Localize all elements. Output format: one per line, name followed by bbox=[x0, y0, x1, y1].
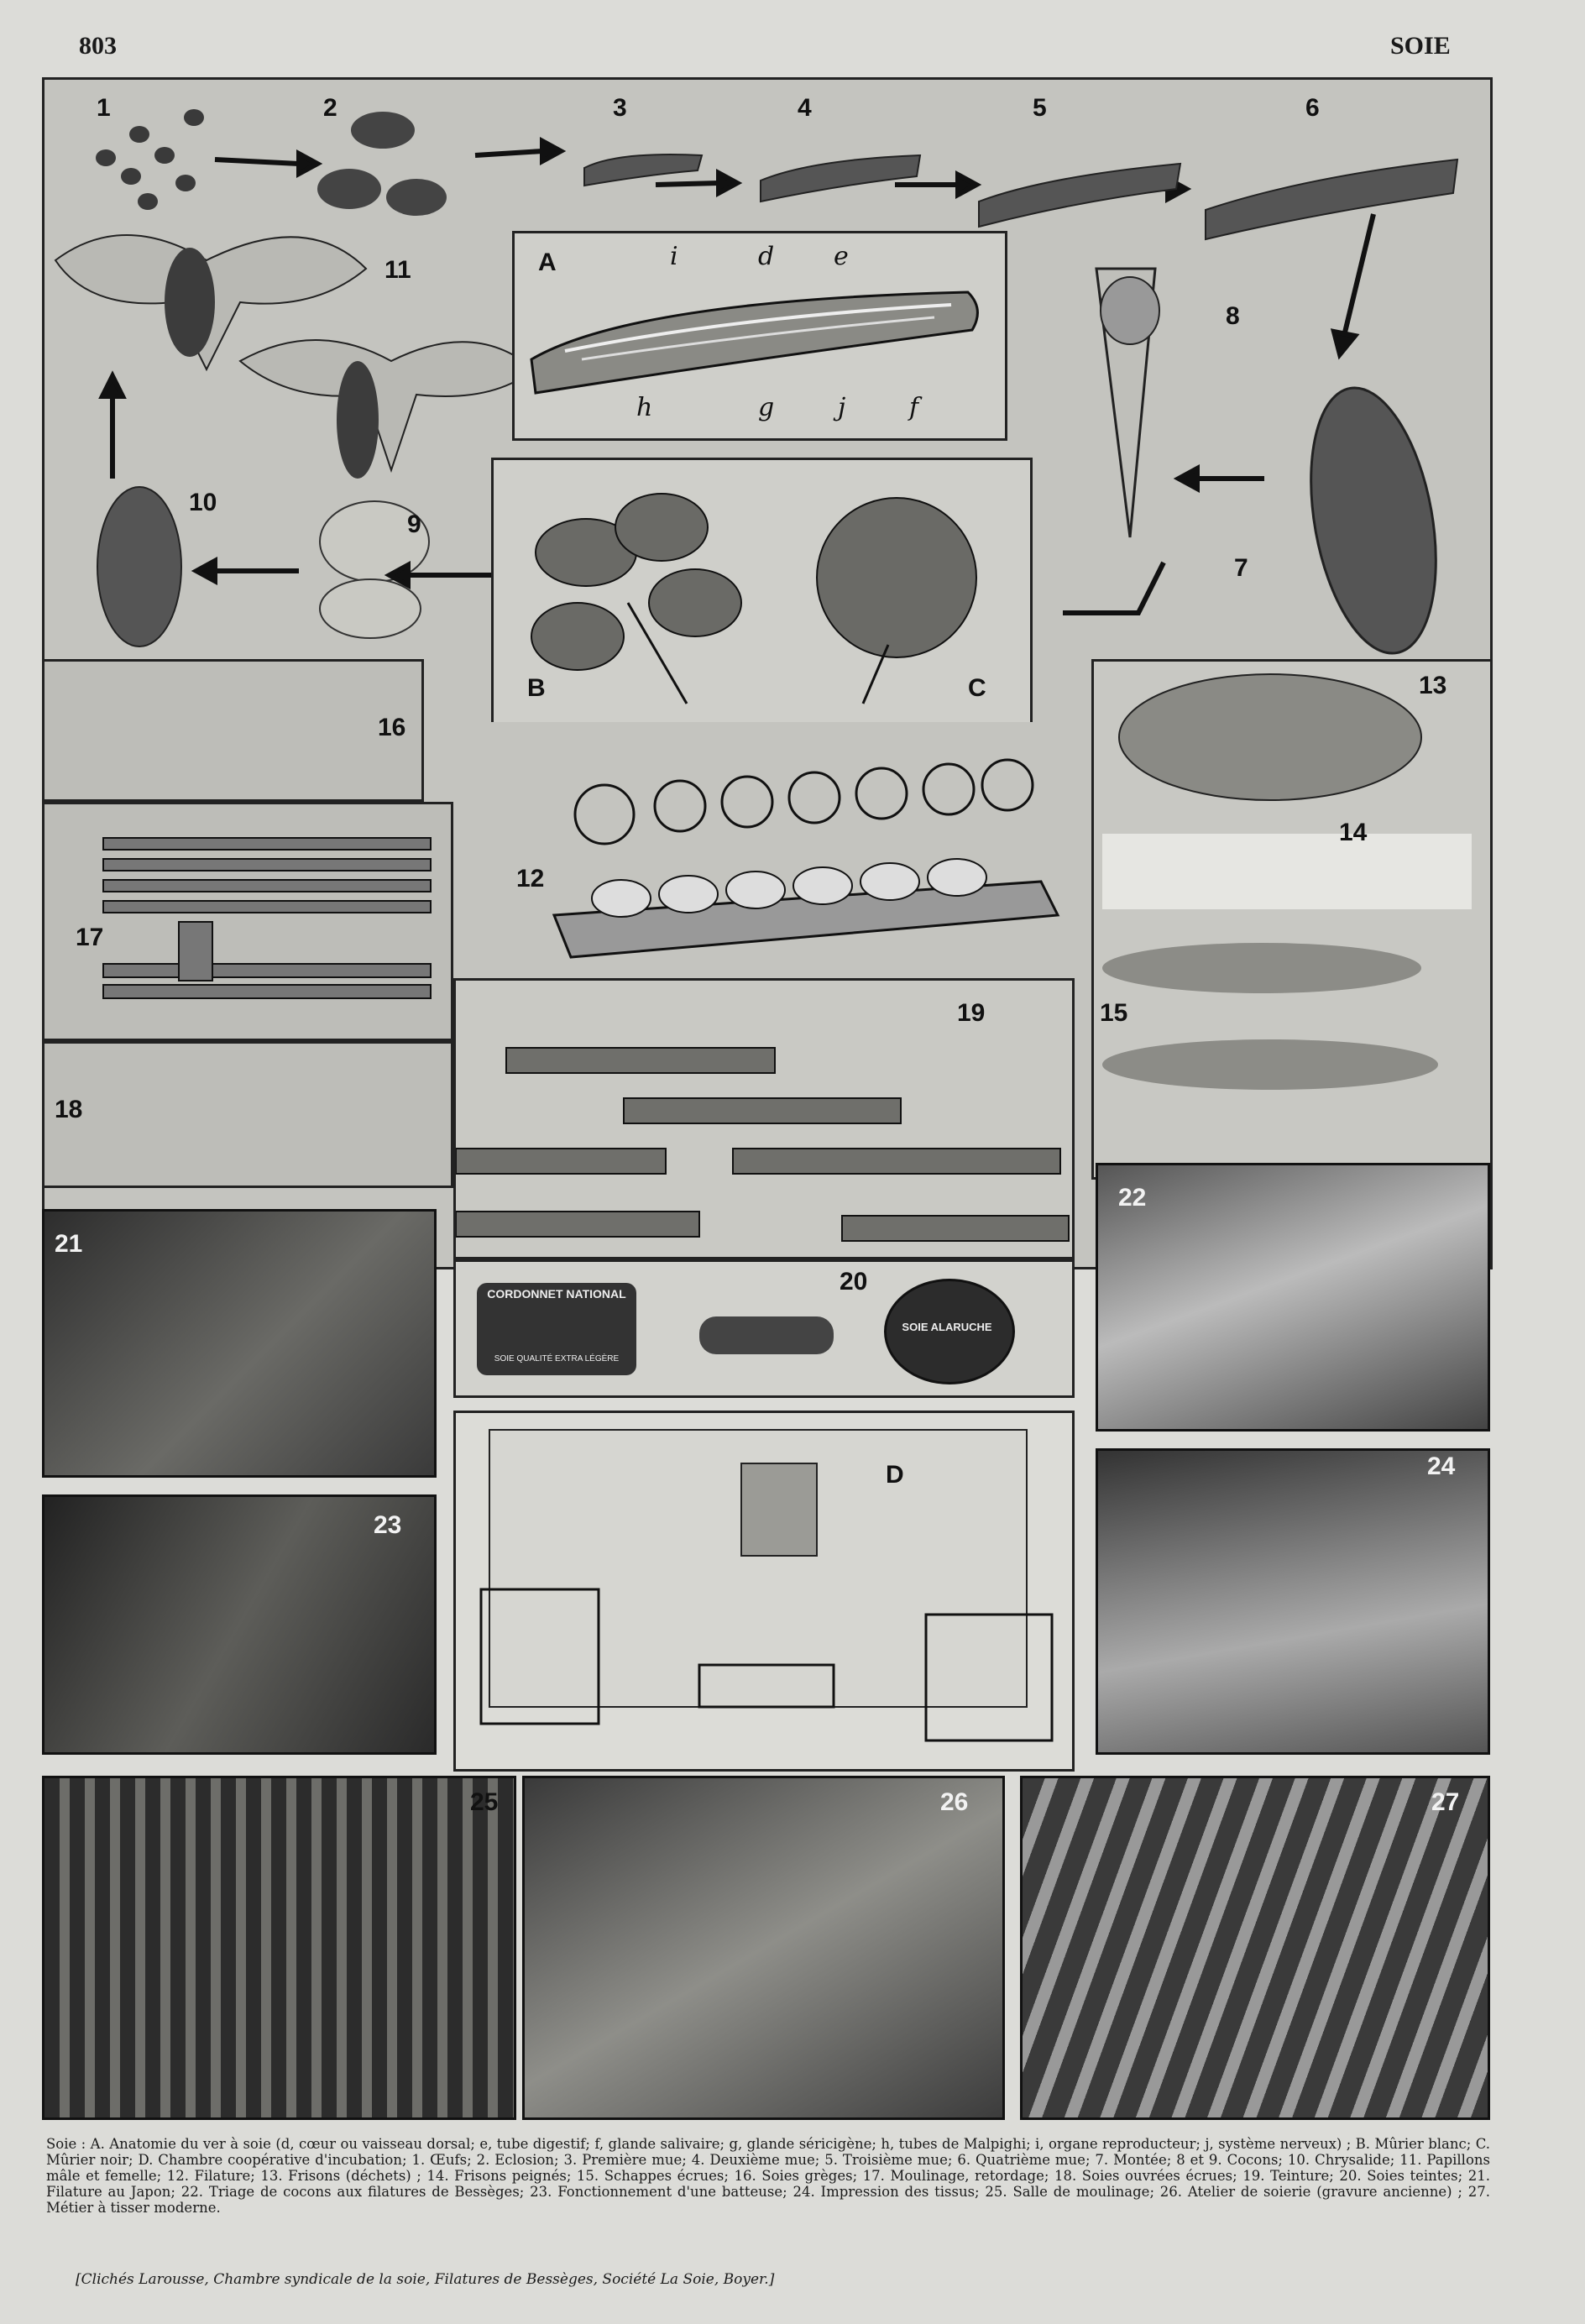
dyed-silk-panel bbox=[453, 1259, 1075, 1398]
label-11: 11 bbox=[384, 256, 411, 284]
page-number: 803 bbox=[79, 32, 117, 60]
incubation-chamber-panel bbox=[453, 1411, 1075, 1772]
throwing-machine-drawing bbox=[44, 804, 451, 1039]
reeling-machine-drawing bbox=[453, 722, 1083, 978]
label-12: 12 bbox=[516, 865, 545, 892]
waste-silk-drawing bbox=[1094, 662, 1490, 1177]
label-17: 17 bbox=[76, 924, 104, 951]
label-23: 23 bbox=[374, 1511, 402, 1539]
thrown-silk-panel bbox=[42, 1041, 453, 1188]
label-22: 22 bbox=[1118, 1184, 1147, 1212]
engraving-silk-workshop bbox=[522, 1776, 1005, 2120]
label-8: 8 bbox=[1226, 302, 1240, 330]
silk-reel bbox=[699, 1316, 834, 1354]
label-15: 15 bbox=[1100, 999, 1128, 1027]
label-2: 2 bbox=[323, 94, 337, 122]
label-3: 3 bbox=[613, 94, 627, 122]
throwing-panel bbox=[42, 802, 453, 1041]
label-21: 21 bbox=[55, 1230, 83, 1258]
waste-silk-panel bbox=[1091, 659, 1493, 1180]
anatomy-label-j: j bbox=[838, 393, 846, 422]
photo-modern-loom bbox=[1020, 1776, 1490, 2120]
panel-label-D: D bbox=[886, 1461, 904, 1489]
incubation-room-drawing bbox=[456, 1413, 1072, 1769]
label-1: 1 bbox=[97, 94, 111, 122]
label-26: 26 bbox=[940, 1788, 969, 1816]
label-5: 5 bbox=[1033, 94, 1047, 122]
label-24: 24 bbox=[1427, 1452, 1456, 1480]
label-27: 27 bbox=[1431, 1788, 1460, 1816]
anatomy-panel bbox=[512, 231, 1007, 441]
mulberry-leaves-drawing bbox=[494, 460, 1030, 728]
label-19: 19 bbox=[957, 999, 986, 1027]
plate-caption: Soie : A. Anatomie du ver à soie (d, cœur ou vaisseau dorsal; e, tube digestif; f, glande salivaire; g, glande séricigène; h, tubes de Malpighi; i, organe reproducteur; j, système nerveux) ; B. Mûrier blanc; C. Mûrier noir; D. Chambre coopérative d'incubation; 1. Œufs; 2. Eclosion; 3. Première mue; 4. Deuxième mue; 5. Troisième mue; 6. Quatrième mue; 7. Montée; 8 et 9. Cocons; 10. Chrysalide; 11. Papillons mâle et femelle; 12. Filature; 13. Frisons (déchets) ; 14. Frisons peignés; 15. Schappes écrues; 16. Soies grèges; 17. Moulinage, retordage; 18. Soies ouvrées écrues; 19. Teinture; 20. Soies teintes; 21. Filature au Japon; 22. Triage de cocons aux filatures de Bessèges; 23. Fonctionnement d'une batteuse; 24. Impression des tissus; 25. Salle de moulinage; 26. Atelier de soierie (gravure ancienne) ; 27. Métier à tisser moderne. bbox=[46, 2136, 1490, 2216]
photo-credits: [Clichés Larousse, Chambre syndicale de la soie, Filatures de Bessèges, Société La Soie, Boyer.] bbox=[76, 2271, 775, 2288]
label-20: 20 bbox=[840, 1268, 868, 1295]
panel-label-A: A bbox=[538, 249, 557, 276]
anatomy-label-e: e bbox=[834, 242, 849, 271]
panel-label-B: B bbox=[527, 674, 546, 702]
mulberry-panel bbox=[491, 458, 1033, 730]
alaruche-label: SOIE ALARUCHE bbox=[902, 1321, 992, 1333]
photo-cocoon-sorting bbox=[1096, 1163, 1490, 1432]
photo-throwing-room bbox=[42, 1776, 516, 2120]
cordonnet-label: CORDONNET NATIONAL bbox=[487, 1287, 626, 1301]
reeling-panel bbox=[453, 722, 1083, 978]
label-9: 9 bbox=[407, 510, 421, 538]
photo-fabric-printing bbox=[1096, 1448, 1490, 1755]
panel-label-C: C bbox=[968, 674, 986, 702]
label-14: 14 bbox=[1339, 819, 1368, 846]
label-16: 16 bbox=[378, 714, 406, 741]
anatomy-label-i: i bbox=[670, 242, 678, 271]
cordonnet-sublabel: SOIE QUALITÉ EXTRA LÉGÈRE bbox=[494, 1354, 620, 1364]
anatomy-label-g: g bbox=[758, 393, 775, 422]
anatomy-label-d: d bbox=[758, 242, 775, 271]
raw-silk-panel bbox=[42, 659, 424, 802]
photo-japan-reeling bbox=[42, 1209, 437, 1478]
label-10: 10 bbox=[189, 489, 217, 516]
label-25: 25 bbox=[470, 1788, 499, 1816]
label-6: 6 bbox=[1305, 94, 1320, 122]
label-13: 13 bbox=[1419, 672, 1447, 699]
label-18: 18 bbox=[55, 1096, 83, 1123]
anatomy-label-f: f bbox=[909, 393, 919, 422]
anatomy-label-h: h bbox=[636, 393, 653, 422]
label-7: 7 bbox=[1234, 554, 1248, 582]
label-4: 4 bbox=[798, 94, 812, 122]
page-title: SOIE bbox=[1390, 32, 1451, 60]
